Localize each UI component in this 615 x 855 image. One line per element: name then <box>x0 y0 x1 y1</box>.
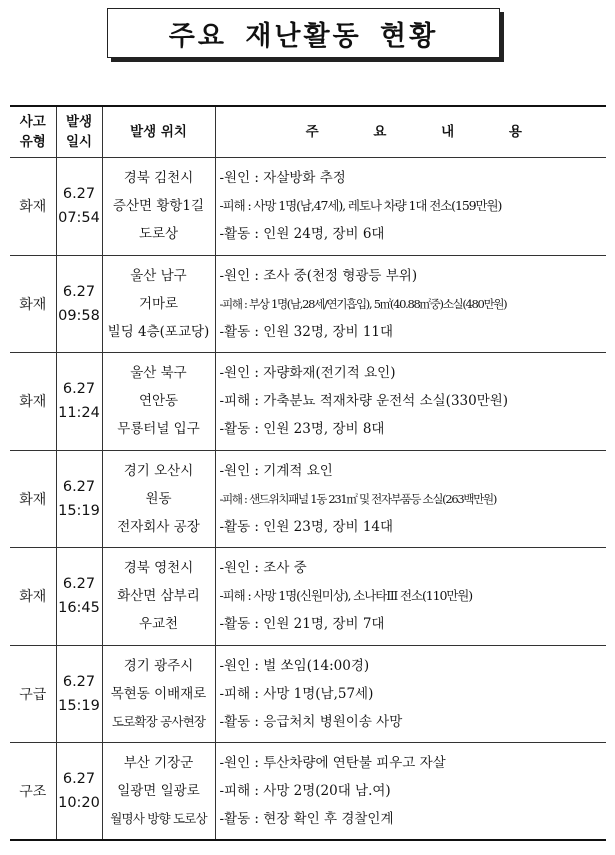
incident-datetime <box>56 548 102 646</box>
incident-datetime <box>56 645 102 743</box>
incident-type: 구급 <box>10 645 56 743</box>
incident-time: 10:20 <box>58 795 100 811</box>
incident-detail <box>215 645 606 743</box>
table-row <box>10 645 606 743</box>
table-row <box>10 353 606 451</box>
detail-cause: -원인 : 조사 중(천정 형광등 부위) <box>219 267 418 284</box>
incident-date: 6.27 <box>62 478 96 495</box>
detail-damage: -피해 : 가축분뇨 적재차량 운전석 소실(330만원) <box>219 393 509 410</box>
incident-location: 경북 영천시 화산면 삼부리 우교천 <box>102 548 215 646</box>
detail-action: -활동 : 인원 23명, 장비 14대 <box>219 518 394 535</box>
incident-detail <box>215 450 606 548</box>
header-location: 발생 위치 <box>102 106 215 158</box>
incident-datetime <box>56 158 102 256</box>
disaster-report-table <box>10 105 606 841</box>
incident-detail <box>215 743 606 841</box>
incident-location: 경기 오산시 원동 전자회사 공장 <box>102 450 215 548</box>
incident-location: 울산 남구 거마로 빌딩 4층(포교당) <box>102 255 215 353</box>
detail-action: -활동 : 인원 24명, 장비 6대 <box>219 226 385 243</box>
incident-detail <box>215 158 606 256</box>
incident-time: 15:19 <box>58 697 100 714</box>
incident-location: 울산 북구 연안동 무룡터널 입구 <box>102 353 215 451</box>
incident-date: 6.27 <box>62 186 96 203</box>
incident-type: 화재 <box>10 450 56 548</box>
table-row <box>10 743 606 841</box>
detail-damage: -피해 : 사망 1명(남,57세) <box>219 685 374 702</box>
table-header <box>10 106 606 158</box>
table-body <box>10 158 606 841</box>
table-row <box>10 450 606 548</box>
detail-action: -활동 : 인원 32명, 장비 11대 <box>219 323 394 340</box>
incident-location: 경북 김천시 증산면 황항1길 도로상 <box>102 158 215 256</box>
incident-time: 09:58 <box>58 307 100 324</box>
incident-time: 16:45 <box>58 600 100 617</box>
detail-action: -활동 : 인원 23명, 장비 8대 <box>219 421 385 438</box>
detail-damage: -피해 : 사망 1명(신원미상), 소나타Ⅲ 전소(110만원) <box>219 588 473 604</box>
detail-damage: -피해 : 사망 1명(남,47세), 레토나 차량 1대 전소(159만원) <box>219 198 502 214</box>
detail-cause: -원인 : 벌 쏘임(14:00경) <box>219 657 370 674</box>
incident-detail <box>215 255 606 353</box>
detail-damage: -피해 : 부상 1명(남,28세/연기흡입), 5㎡(40.88㎡중)소실(480만원) <box>219 296 507 311</box>
page-title: 주요 재난활동 현황 <box>168 20 439 52</box>
incident-time: 07:54 <box>58 210 100 227</box>
incident-datetime <box>56 255 102 353</box>
detail-action: -활동 : 인원 21명, 장비 7대 <box>219 616 385 633</box>
incident-detail <box>215 548 606 646</box>
header-detail: 주 요 내 용 <box>215 106 606 158</box>
incident-date: 6.27 <box>62 771 96 787</box>
detail-action: -활동 : 응급처치 병원이송 사망 <box>219 713 403 730</box>
incident-type: 화재 <box>10 548 56 646</box>
incident-location: 경기 광주시 목현동 이배재로 도로확장 공사현장 <box>102 645 215 743</box>
incident-type: 구조 <box>10 743 56 841</box>
detail-damage: -피해 : 샌드위치패널 1동 231㎡ 및 전자부품등 소실(263백만원) <box>219 491 497 506</box>
table-row <box>10 158 606 256</box>
header-type: 사고 유형 <box>10 106 56 158</box>
incident-detail <box>215 353 606 451</box>
detail-cause: -원인 : 기계적 요인 <box>219 462 333 479</box>
incident-time: 15:19 <box>58 502 100 519</box>
incident-location: 부산 기장군 일광면 일광로 월명사 방향 도로상 <box>102 743 215 841</box>
title-box <box>107 8 500 58</box>
incident-type: 화재 <box>10 255 56 353</box>
table-row <box>10 548 606 646</box>
detail-cause: -원인 : 투산차량에 연탄불 피우고 자살 <box>219 755 446 771</box>
incident-date: 6.27 <box>62 283 96 300</box>
detail-cause: -원인 : 조사 중 <box>219 560 307 577</box>
incident-date: 6.27 <box>62 381 96 398</box>
incident-date: 6.27 <box>62 576 96 593</box>
incident-time: 11:24 <box>58 405 100 422</box>
incident-datetime <box>56 450 102 548</box>
detail-damage: -피해 : 사망 2명(20대 남.여) <box>219 783 391 799</box>
table-row <box>10 255 606 353</box>
incident-type: 화재 <box>10 353 56 451</box>
incident-date: 6.27 <box>62 673 96 690</box>
incident-type: 화재 <box>10 158 56 256</box>
incident-datetime <box>56 743 102 841</box>
detail-cause: -원인 : 자량화재(전기적 요인) <box>219 365 396 382</box>
detail-cause: -원인 : 자살방화 추정 <box>219 170 346 187</box>
incident-datetime <box>56 353 102 451</box>
header-time: 발생 일시 <box>56 106 102 158</box>
detail-action: -활동 : 현장 확인 후 경찰인계 <box>219 811 394 827</box>
